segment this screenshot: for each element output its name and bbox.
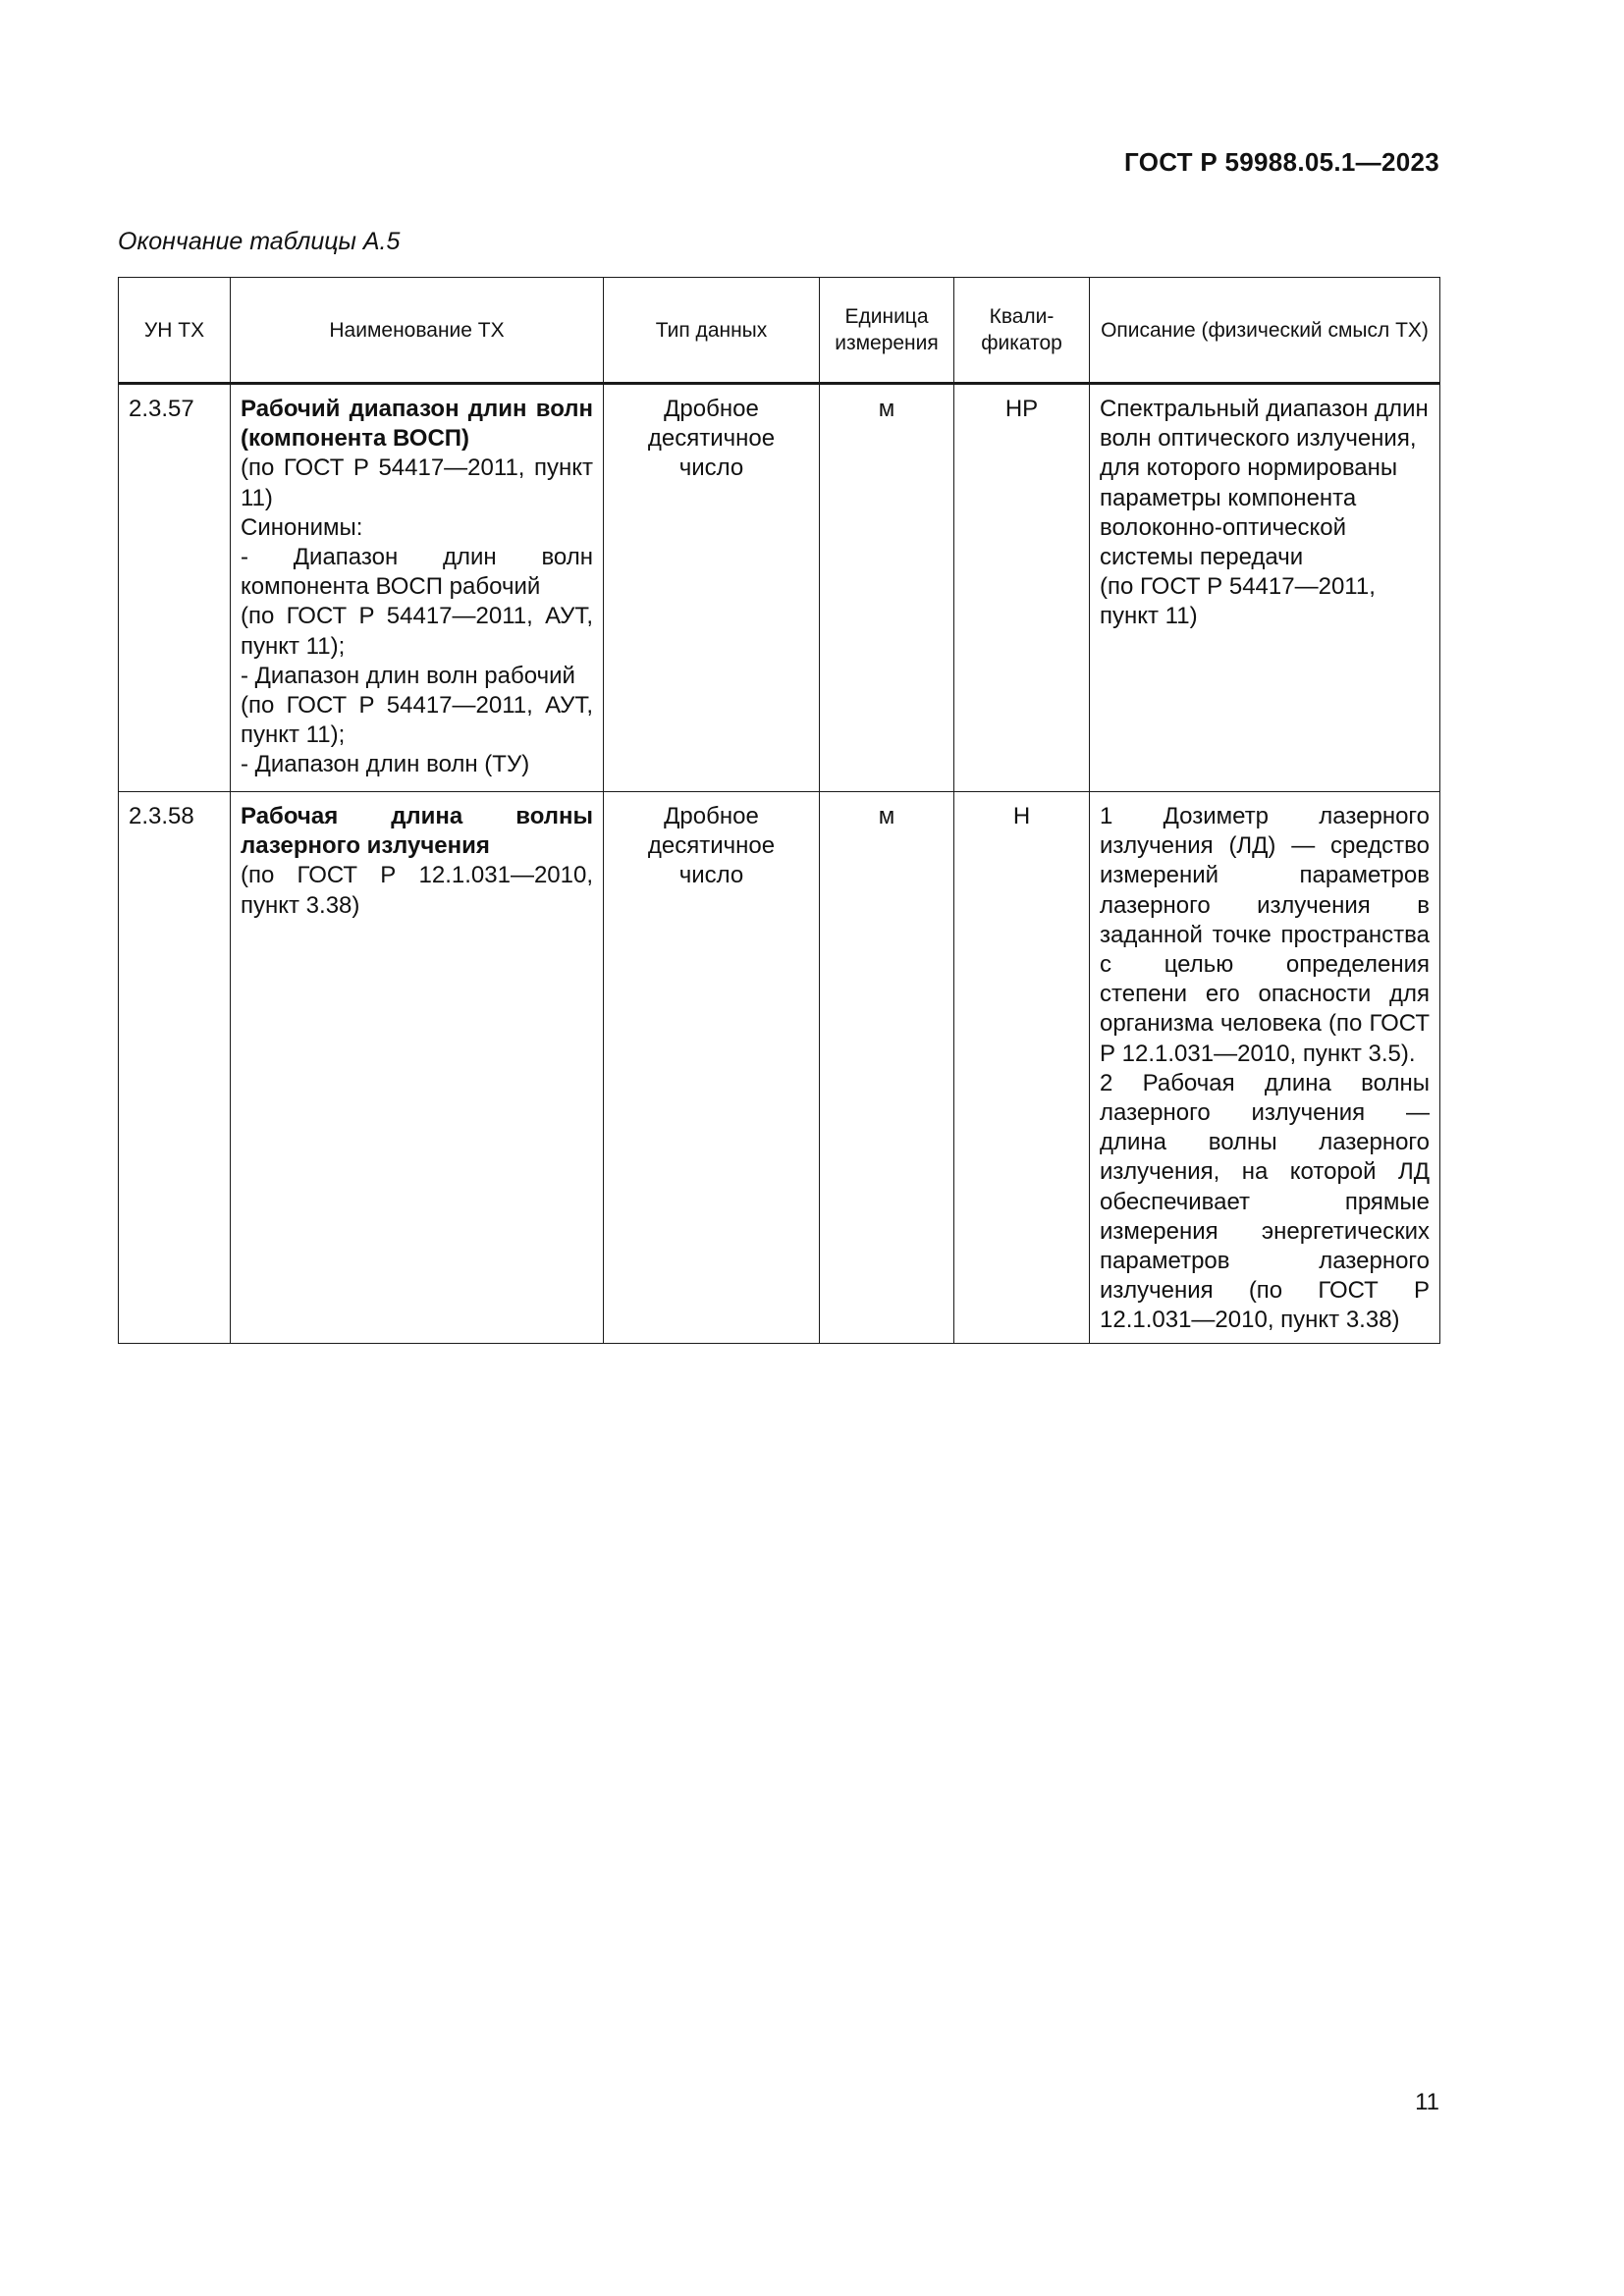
row-qualifier: НР	[954, 384, 1090, 792]
table-header-row	[119, 278, 1440, 384]
row-unit: м	[820, 384, 954, 792]
row-synonym: - Диапазон длин волн (ТУ)	[241, 751, 530, 778]
page-number: 11	[1415, 2089, 1439, 2115]
row-code: 2.3.58	[119, 792, 231, 1344]
column-header-name: Наименование ТХ	[231, 278, 604, 384]
row-description-item: 2 Рабочая длина волны лазерного излучения — длина волны лазерного излучения, на которой ЛД обеспечивает прямые измерения энергетических параметров лазерного излучения (по ГОСТ Р 12.1.031—2010, пункт 3.38)	[1100, 1069, 1430, 1334]
column-header-description: Описание (физический смысл ТХ)	[1090, 278, 1440, 384]
column-header-qualifier: Квали-фикатор	[954, 278, 1090, 384]
table-row	[119, 384, 1440, 792]
row-description-source: (по ГОСТ Р 54417—2011, пункт 11)	[1100, 573, 1376, 630]
row-synonym: - Диапазон длин волн компонента ВОСП рабочий	[241, 544, 593, 601]
row-data-type: Дробное десятичное число	[604, 384, 820, 792]
row-name-title: Рабочий диапазон длин волн (компонента ВОСП)	[241, 396, 593, 453]
row-unit: м	[820, 792, 954, 1344]
row-description	[1090, 792, 1440, 1344]
row-synonyms-label: Синонимы:	[241, 513, 363, 541]
column-header-code: УН ТХ	[119, 278, 231, 384]
row-data-type: Дробное десятичное число	[604, 792, 820, 1344]
row-description-item: 1 Дозиметр лазерного излучения (ЛД) — средство измерений параметров лазерного излучения в заданной точке пространства с целью определения степени его опасности для организма человека (по ГОСТ Р 12.1.031—2010, пункт 3.5).	[1100, 803, 1430, 1067]
row-name	[231, 792, 604, 1344]
table-row	[119, 792, 1440, 1344]
row-name	[231, 384, 604, 792]
row-qualifier: Н	[954, 792, 1090, 1344]
row-synonym-source: (по ГОСТ Р 54417—2011, АУТ, пункт 11);	[241, 692, 593, 749]
row-code: 2.3.57	[119, 384, 231, 792]
row-name-title: Рабочая длина волны лазерного излучения	[241, 803, 593, 860]
row-name-source: (по ГОСТ Р 12.1.031—2010, пункт 3.38)	[241, 862, 593, 919]
table-caption: Окончание таблицы А.5	[118, 228, 401, 255]
row-name-source: (по ГОСТ Р 54417—2011, пункт 11)	[241, 454, 593, 511]
column-header-type: Тип данных	[604, 278, 820, 384]
document-code: ГОСТ Р 59988.05.1—2023	[1124, 147, 1439, 177]
row-description	[1090, 384, 1440, 792]
row-synonym: - Диапазон длин волн рабочий	[241, 662, 575, 689]
row-synonym-source: (по ГОСТ Р 54417—2011, АУТ, пункт 11);	[241, 603, 593, 660]
row-description-text: Спектральный диапазон длин волн оптического излучения, для которого нормированы параметры компонента волоконно-оптической системы передачи	[1100, 396, 1429, 571]
characteristics-table	[118, 277, 1440, 1344]
column-header-unit: Единица измерения	[820, 278, 954, 384]
